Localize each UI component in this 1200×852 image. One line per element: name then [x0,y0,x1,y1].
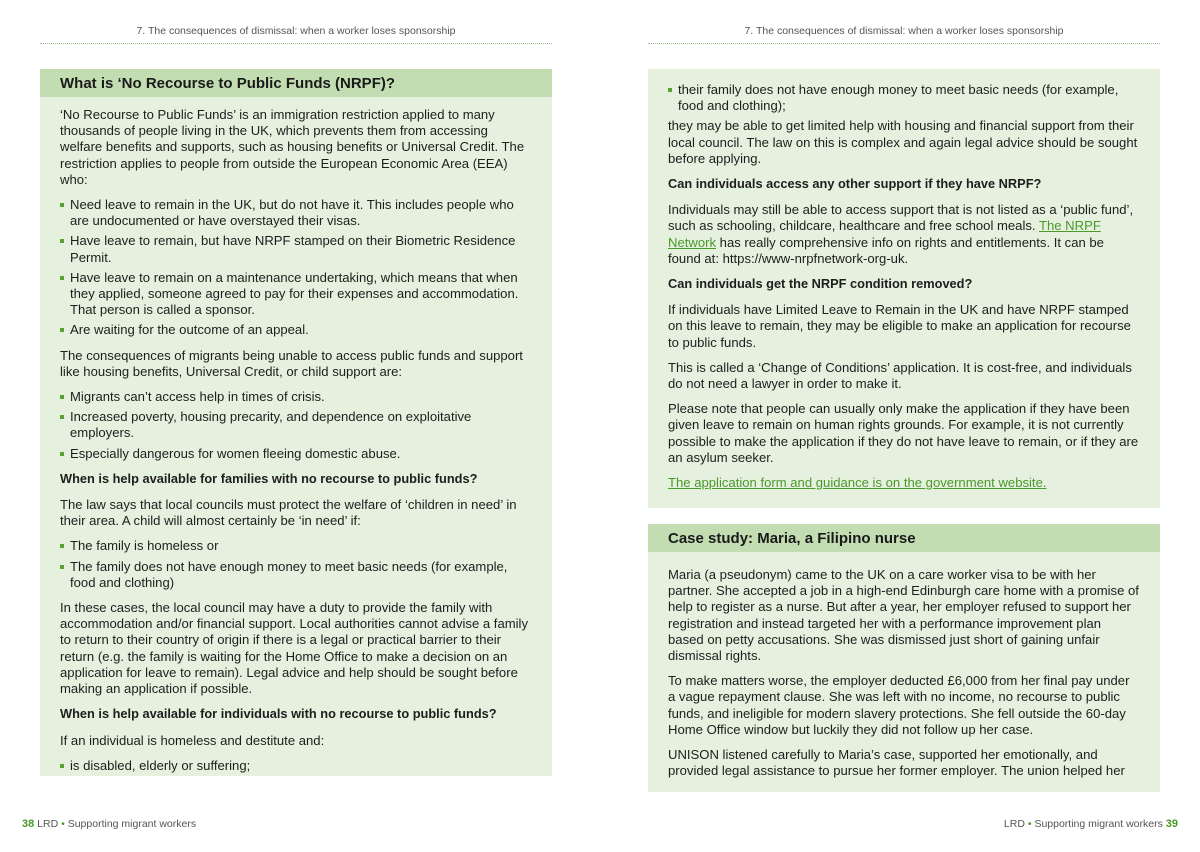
families-list [60,538,532,591]
question-heading: When is help available for families with no recourse to public funds? [60,470,478,486]
note-paragraph: Please note that people can usually only make the application if they have been given leave to remain on human rights grounds. For example, it is not currently possible to make the application if they do not have leave to remain, or if they are an asylum seeker. [668,401,1139,465]
continued-paragraph: they may be able to get limited help with housing and financial support from their local council. The law on this is complex and again legal advice should be sought before applying. [668,118,1138,166]
nrpf-network-link[interactable]: The NRPF Network [668,218,1101,250]
list-item: Increased poverty, housing precarity, and dependence on exploitative employers. [60,409,532,441]
individuals-paragraph: If an individual is homeless and destitute and: [60,732,325,748]
footer-bullet: • [61,818,65,830]
consequences-list [60,389,532,462]
footer-bullet: • [1027,818,1032,830]
change-of-conditions-paragraph: This is called a ‘Change of Conditions’ application. It is cost-free, and individuals do not need a lawyer in order to make it. [668,359,1132,392]
right-page [600,0,1200,852]
individuals-list [60,758,532,774]
application-form-link[interactable]: The application form and guidance is on the government website. [668,475,1047,491]
box-body [648,552,1160,779]
list-item: Have leave to remain on a maintenance undertaking, which means that when they applied, someone agreed to pay for their expenses and accommodation. That person is called a sponsor. [60,270,532,319]
list-item: Need leave to remain in the UK, but do not have it. This includes people who are undocumented or have overstayed their visas. [60,197,532,229]
who-list [60,197,532,339]
list-item: is disabled, elderly or suffering; [60,758,532,774]
running-head: 7. The consequences of dismissal: when a worker loses sponsorship [136,25,456,37]
divider [40,43,552,44]
page-footer [1004,818,1178,830]
footer-title: Supporting migrant workers [67,818,197,830]
continued-list [668,82,1140,114]
other-support-paragraph [668,202,1140,267]
page-number: 38 [22,818,35,830]
list-item: The family is homeless or [60,538,532,554]
box-title: What is ‘No Recourse to Public Funds (NRPF)? [40,69,552,97]
case-paragraph: Maria (a pseudonym) came to the UK on a care worker visa to be with her partner. She accepted a job in a high-end Edinburgh care home with a promise of help to register as a nurse. But after a year, her employer refused to support her registration and instead targeted her with a performance improvement plan based on petty accusations. She was dismissed just short of gaining unfair dismissal rights. [668,567,1139,664]
question-heading: Can individuals get the NRPF condition removed? [668,276,973,292]
list-item: their family does not have enough money to meet basic needs (for example, food and clothing); [668,82,1140,114]
footer-title: Supporting migrant workers [1034,818,1163,830]
divider [648,43,1160,44]
list-item: Have leave to remain, but have NRPF stamped on their Biometric Residence Permit. [60,233,532,265]
page-number: 39 [1165,818,1178,830]
question-heading: Can individuals access any other support if they have NRPF? [668,176,1042,192]
running-head: 7. The consequences of dismissal: when a worker loses sponsorship [744,25,1064,37]
case-study-box [648,524,1160,792]
other-support-text: Individuals may still be able to access support that is not listed as a ‘public fund’, such as schooling, childcare, healthcare and free school meals. [668,202,1134,234]
case-paragraph: UNISON listened carefully to Maria’s case, supported her emotionally, and provided legal assistance to pursue her former employer. The union helped her [668,747,1125,779]
consequences-paragraph: The consequences of migrants being unable to access public funds and support like housing benefits, Universal Credit, or child support are: [60,347,523,379]
other-support-text-cont: has really comprehensive info on rights and entitlements. It can be found at: https://www-nrpfnetwork-org-uk. [668,234,1104,266]
box-body [648,69,1160,491]
cases-paragraph: In these cases, the local council may have a duty to provide the family with accommodation and/or financial support. Local authorities cannot advise a family to return to their country of origin if there is a legal or practical barrier to their return (e.g. the family is waiting for the Home Office to make a decision on an application for leave to remain). Legal advice and help should be sought before making an application if possible. [60,600,528,697]
form-link-paragraph [668,475,1140,491]
intro-paragraph: ‘No Recourse to Public Funds’ is an immigration restriction applied to many thousands of people living in the UK, which prevents them from accessing welfare benefits and supports, such as housing benefits or Universal Credit. The restriction applies to people from outside the European Economic Area (EEA) who: [60,107,525,187]
nrpf-box-continued [648,69,1160,508]
families-paragraph: The law says that local councils must protect the welfare of ‘children in need’ in their area. A child will almost certainly be ‘in need’ if: [60,497,517,529]
list-item: Migrants can’t access help in times of crisis. [60,389,532,405]
list-item: The family does not have enough money to meet basic needs (for example, food and clothing) [60,559,532,591]
question-heading: When is help available for individuals with no recourse to public funds? [60,706,497,722]
case-paragraph: To make matters worse, the employer deducted £6,000 from her final pay under a vague repayment clause. She was left with no income, no recourse to public funds, and ineligible for modern slavery protections. She fell outside the 60-day Home Office window but luckily they did not follow up her case. [668,673,1130,737]
list-item: Are waiting for the outcome of an appeal. [60,322,532,338]
footer-org: LRD [37,818,59,830]
footer-org: LRD [1003,818,1025,830]
box-body [40,97,552,774]
case-study-title: Case study: Maria, a Filipino nurse [648,524,1160,552]
page-footer [22,818,196,830]
nrpf-box [40,69,552,776]
removed-paragraph: If individuals have Limited Leave to Remain in the UK and have NRPF stamped on this leave to remain, they may be eligible to make an application for recourse to public funds. [668,302,1131,350]
list-item: Especially dangerous for women fleeing domestic abuse. [60,446,532,462]
